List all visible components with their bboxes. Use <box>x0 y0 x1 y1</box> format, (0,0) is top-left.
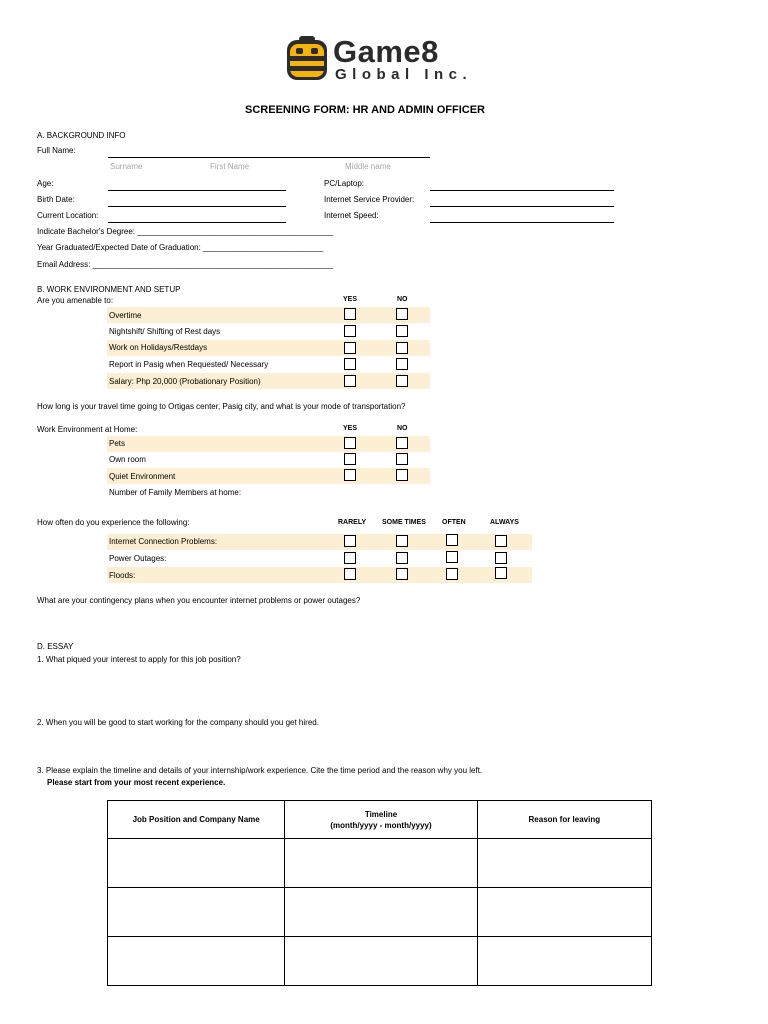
often-checkbox[interactable] <box>446 551 458 563</box>
no-checkbox[interactable] <box>396 453 408 465</box>
always-checkbox[interactable] <box>495 567 507 579</box>
full-name-label: Full Name: <box>37 146 76 155</box>
essay-question-3: 3. Please explain the timeline and details of your internship/work experience. Cite the time period and the reason why you left. <box>37 766 483 775</box>
surname-placeholder: Surname <box>110 162 143 171</box>
yes-column-header: YES <box>343 296 358 303</box>
reason-cell[interactable] <box>477 937 651 986</box>
reason-cell[interactable] <box>477 839 651 888</box>
essay-question-3-note: Please start from your most recent experience. <box>47 778 226 787</box>
yes-column-header: YES <box>343 425 358 432</box>
home-item: Quiet Environment <box>109 472 176 481</box>
job-position-cell[interactable] <box>108 888 285 937</box>
form-title: SCREENING FORM: HR AND ADMIN OFFICER <box>245 104 485 116</box>
job-position-header: Job Position and Company Name <box>108 801 285 839</box>
email-field[interactable]: Email Address: ______________________________________________________ <box>37 260 333 269</box>
travel-question: How long is your travel time going to Ortigas center, Pasig city, and what is your mode of transportation? <box>37 402 406 411</box>
always-checkbox[interactable] <box>495 552 507 564</box>
rarely-checkbox[interactable] <box>344 535 356 547</box>
yes-checkbox[interactable] <box>344 375 356 387</box>
timeline-title: Timeline <box>364 809 398 819</box>
highlight-row <box>107 567 532 583</box>
timeline-cell[interactable] <box>285 839 477 888</box>
yes-checkbox[interactable] <box>344 325 356 337</box>
bee-icon <box>285 36 329 82</box>
no-column-header: NO <box>397 425 408 432</box>
yes-checkbox[interactable] <box>344 308 356 320</box>
section-d-heading: D. ESSAY <box>37 642 74 651</box>
yes-checkbox[interactable] <box>344 358 356 370</box>
middle-name-placeholder: Middle name <box>345 162 391 171</box>
timeline-header <box>285 801 477 839</box>
frequency-item: Power Outages: <box>109 554 167 563</box>
experience-table <box>107 800 652 986</box>
frequency-question: How often do you experience the following: <box>37 518 190 527</box>
frequency-item: Internet Connection Problems: <box>109 537 218 546</box>
no-checkbox[interactable] <box>396 358 408 370</box>
no-checkbox[interactable] <box>396 437 408 449</box>
timeline-format: (month/yyyy - month/yyyy) <box>330 820 432 830</box>
often-column-header: OFTEN <box>442 519 466 526</box>
yes-checkbox[interactable] <box>344 437 356 449</box>
job-position-cell[interactable] <box>108 839 285 888</box>
home-env-label: Work Environment at Home: <box>37 425 138 434</box>
table-row <box>108 839 652 888</box>
yes-checkbox[interactable] <box>344 453 356 465</box>
amenable-item: Nightshift/ Shifting of Rest days <box>109 327 221 336</box>
internet-speed-line[interactable] <box>430 222 614 223</box>
degree-field[interactable]: Indicate Bachelor's Degree: ____________________________________________ <box>37 227 334 236</box>
always-column-header: ALWAYS <box>490 519 519 526</box>
current-location-label: Current Location: <box>37 211 99 220</box>
yes-checkbox[interactable] <box>344 342 356 354</box>
job-position-cell[interactable] <box>108 937 285 986</box>
internet-speed-label: Internet Speed: <box>324 211 379 220</box>
amenable-item: Overtime <box>109 311 142 320</box>
highlight-row <box>107 436 430 452</box>
timeline-cell[interactable] <box>285 937 477 986</box>
amenable-item: Salary: Php 20,000 (Probationary Position) <box>109 377 261 386</box>
full-name-line[interactable] <box>108 157 430 158</box>
table-row <box>108 937 652 986</box>
rarely-checkbox[interactable] <box>344 552 356 564</box>
logo-subtitle: Global Inc. <box>335 66 473 83</box>
no-checkbox[interactable] <box>396 375 408 387</box>
birth-date-label: Birth Date: <box>37 195 75 204</box>
often-checkbox[interactable] <box>446 568 458 580</box>
sometimes-checkbox[interactable] <box>396 568 408 580</box>
isp-line[interactable] <box>430 206 614 207</box>
sometimes-checkbox[interactable] <box>396 535 408 547</box>
no-checkbox[interactable] <box>396 342 408 354</box>
amenable-item: Report in Pasig when Requested/ Necessary <box>109 360 269 369</box>
isp-label: Internet Service Provider: <box>324 195 415 204</box>
company-logo <box>285 36 485 86</box>
sometimes-column-header: SOME TIMES <box>382 519 426 526</box>
always-checkbox[interactable] <box>495 535 507 547</box>
yes-checkbox[interactable] <box>344 469 356 481</box>
age-label: Age: <box>37 179 54 188</box>
first-name-placeholder: First Name <box>210 162 250 171</box>
reason-cell[interactable] <box>477 888 651 937</box>
no-checkbox[interactable] <box>396 325 408 337</box>
frequency-item: Floods: <box>109 571 136 580</box>
pc-laptop-line[interactable] <box>430 190 614 191</box>
often-checkbox[interactable] <box>446 534 458 546</box>
amenable-label: Are you amenable to: <box>37 296 114 305</box>
family-label: Number of Family Members at home: <box>109 488 242 497</box>
home-item: Own room <box>109 455 146 464</box>
graduation-field[interactable]: Year Graduated/Expected Date of Graduation: ___________________________ <box>37 243 324 252</box>
table-row <box>108 888 652 937</box>
section-a-heading: A. BACKGROUND INFO <box>37 131 126 140</box>
no-checkbox[interactable] <box>396 469 408 481</box>
rarely-checkbox[interactable] <box>344 568 356 580</box>
timeline-cell[interactable] <box>285 888 477 937</box>
pc-laptop-label: PC/Laptop: <box>324 179 365 188</box>
sometimes-checkbox[interactable] <box>396 552 408 564</box>
birth-date-line[interactable] <box>108 206 286 207</box>
essay-question-1: 1. What piqued your interest to apply for this job position? <box>37 655 241 664</box>
no-column-header: NO <box>397 296 408 303</box>
home-item: Pets <box>109 439 126 448</box>
contingency-question: What are your contingency plans when you encounter internet problems or power outages? <box>37 596 361 605</box>
rarely-column-header: RARELY <box>338 519 367 526</box>
section-b-heading: B. WORK ENVIRONMENT AND SETUP <box>37 285 181 294</box>
current-location-line[interactable] <box>108 222 286 223</box>
table-header-row <box>108 801 652 839</box>
essay-question-2: 2. When you will be good to start working for the company should you get hired. <box>37 718 319 727</box>
logo-brand: Game8 <box>333 34 439 69</box>
age-line[interactable] <box>108 190 286 191</box>
reason-header: Reason for leaving <box>477 801 651 839</box>
highlight-row <box>107 307 430 323</box>
no-checkbox[interactable] <box>396 308 408 320</box>
amenable-item: Work on Holidays/Restdays <box>109 343 208 352</box>
